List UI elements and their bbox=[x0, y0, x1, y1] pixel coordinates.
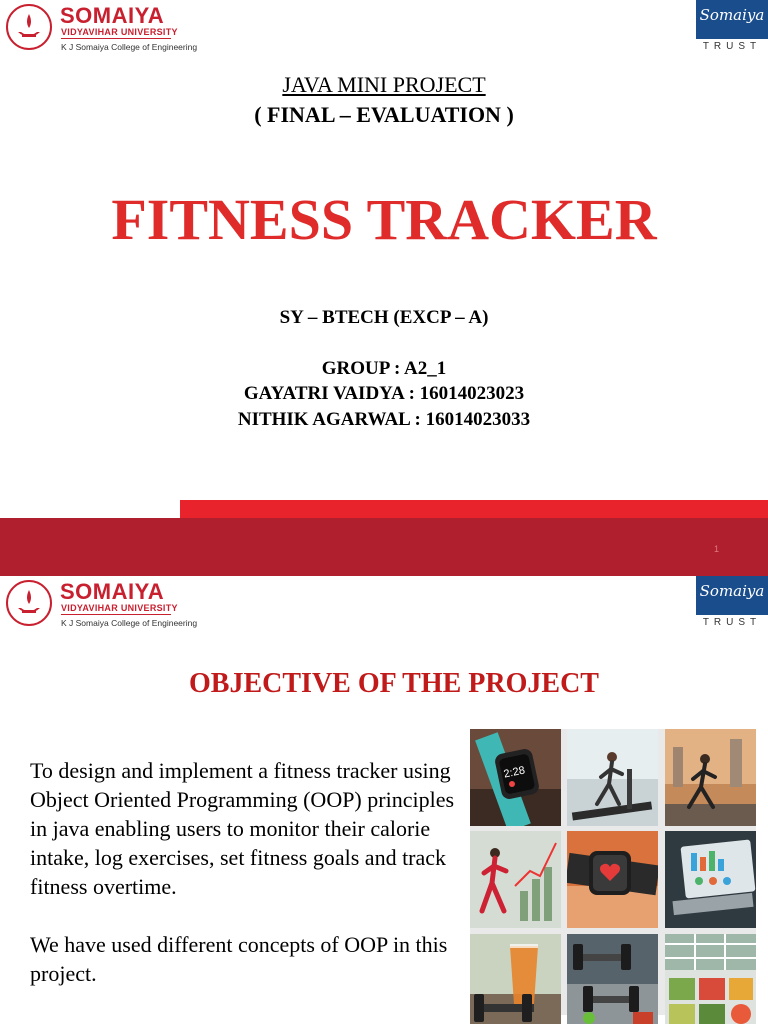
dumbbells-icon bbox=[567, 934, 658, 1024]
college-name: K J Somaiya College of Engineering bbox=[61, 618, 198, 628]
objective-slide bbox=[0, 576, 768, 1024]
objective-heading: OBJECTIVE OF THE PROJECT bbox=[189, 668, 599, 699]
class-info: SY – BTECH (EXCP – A) bbox=[279, 307, 489, 328]
university-subtitle: VIDYAVIHAR UNIVERSITY bbox=[61, 603, 178, 613]
project-title: JAVA MINI PROJECT bbox=[282, 72, 486, 97]
member-1: GAYATRI VAIDYA : 16014023023 bbox=[243, 383, 525, 404]
somaiya-trust-logo bbox=[696, 576, 768, 630]
objective-paragraph-1: To design and implement a fitness tracker using Object Oriented Programming (OOP) principles in java enabling users to monitor their calorie intake, log exercises, set fitness goals and track fitness overtime. bbox=[30, 758, 455, 899]
logo-divider bbox=[61, 38, 171, 39]
page-number: 1 bbox=[714, 544, 720, 554]
somaiya-emblem-icon bbox=[4, 2, 54, 52]
fitness-collage bbox=[470, 729, 756, 1015]
footer-band-accent bbox=[180, 500, 768, 520]
healthy-food-icon bbox=[665, 934, 756, 1024]
smartwatch-icon bbox=[470, 729, 561, 826]
trust-logo-box bbox=[696, 0, 768, 39]
heart-rate-watch-icon bbox=[567, 831, 658, 928]
trust-script: Somaiya bbox=[699, 6, 765, 24]
somaiya-university-logo bbox=[4, 578, 224, 632]
objective-paragraph-2: We have used different concepts of OOP in this project. bbox=[30, 932, 448, 986]
logo-divider bbox=[61, 614, 171, 615]
objective-body bbox=[30, 756, 460, 988]
member-2: NITHIK AGARWAL : 16014023033 bbox=[237, 409, 531, 430]
somaiya-university-logo bbox=[4, 2, 224, 56]
trust-logo-box bbox=[696, 576, 768, 615]
progress-chart-icon bbox=[470, 831, 561, 928]
treadmill-icon bbox=[567, 729, 658, 826]
somaiya-trust-logo bbox=[696, 0, 768, 54]
runner-icon bbox=[665, 729, 756, 826]
university-name: SOMAIYA bbox=[60, 579, 165, 604]
evaluation-subtitle: ( FINAL – EVALUATION ) bbox=[254, 102, 514, 127]
trust-script: Somaiya bbox=[699, 582, 765, 600]
main-title: FITNESS TRACKER bbox=[111, 187, 657, 252]
footer-band bbox=[0, 518, 768, 576]
college-name: K J Somaiya College of Engineering bbox=[61, 42, 198, 52]
group-info: GROUP : A2_1 bbox=[321, 358, 447, 379]
university-name: SOMAIYA bbox=[60, 3, 165, 28]
trust-word: TRUST bbox=[702, 617, 762, 628]
trust-word: TRUST bbox=[702, 41, 762, 52]
watch-time: 2:28 bbox=[502, 764, 527, 781]
juice-dumbbell-icon bbox=[470, 934, 561, 1024]
university-subtitle: VIDYAVIHAR UNIVERSITY bbox=[61, 27, 178, 37]
laptop-dashboard-icon bbox=[665, 831, 756, 928]
somaiya-emblem-icon bbox=[4, 578, 54, 628]
